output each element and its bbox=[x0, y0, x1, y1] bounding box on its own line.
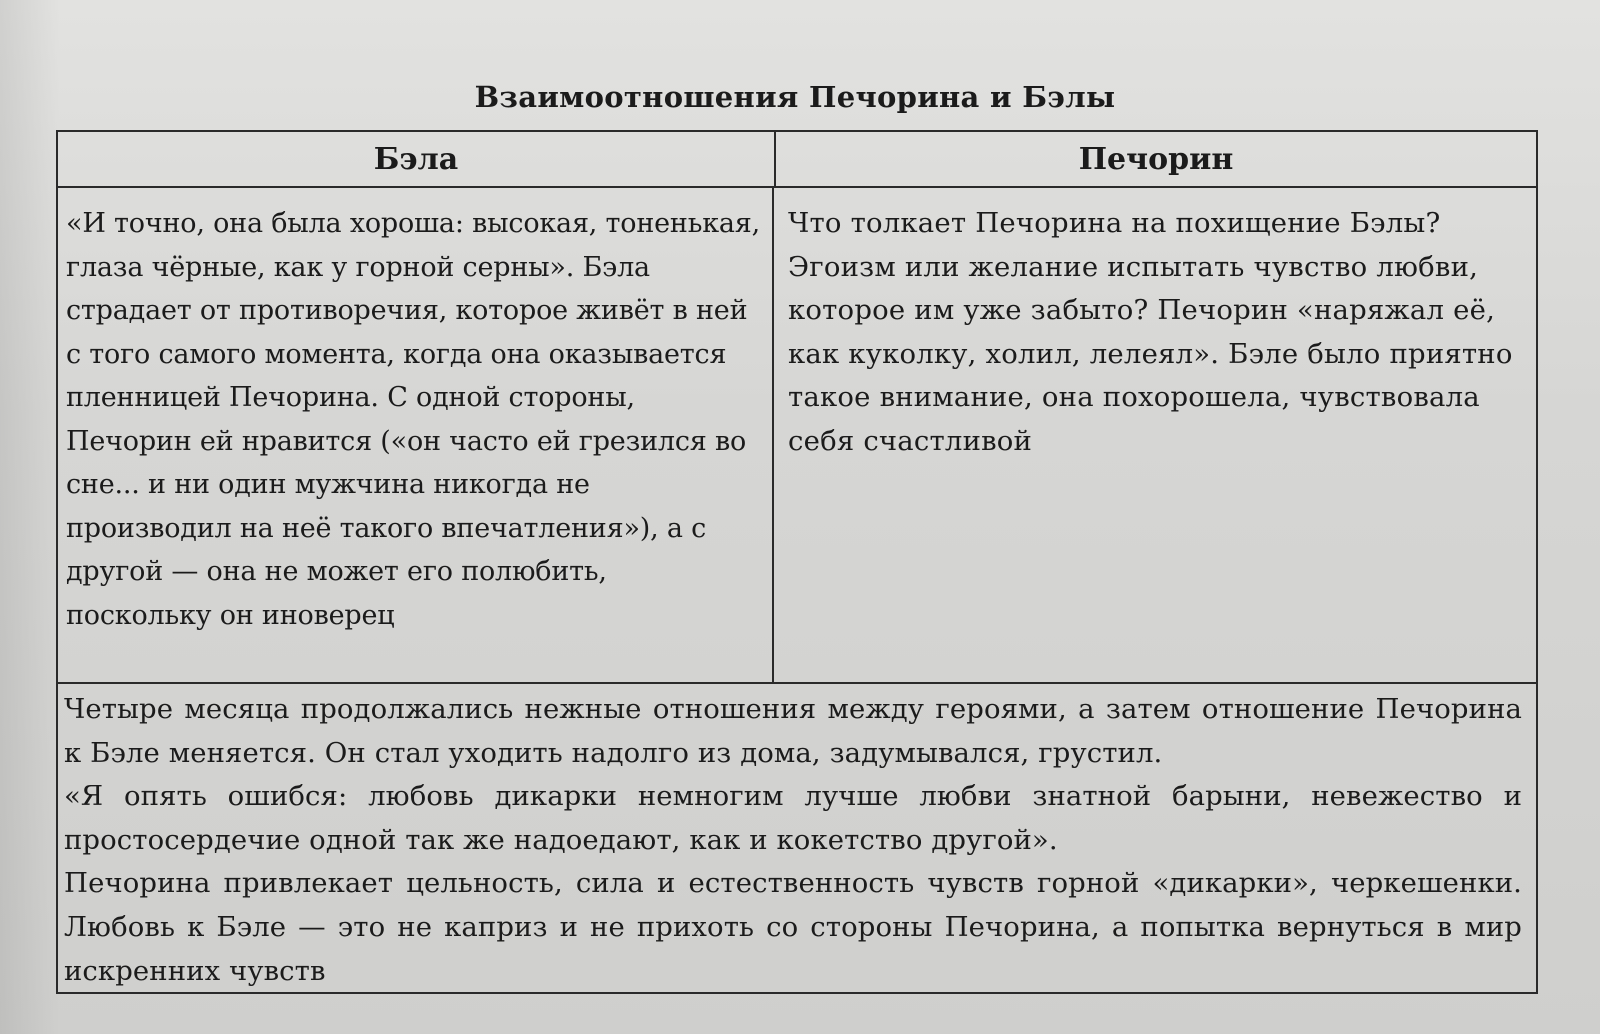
pechorin-description: Что толкает Печорина на похищение Бэлы? Эгоизм или желание испытать чувство любви, которое им уже забыто? Печорин «наряжал её, как куколку, холил, лелеял». Бэле было приятно такое внимание, она похорошела, чувствовала себя счастливой bbox=[788, 207, 1513, 457]
page-shadow bbox=[0, 0, 60, 1034]
table-header-row bbox=[58, 132, 1536, 188]
relationship-table bbox=[56, 130, 1538, 994]
summary-quote: «Я опять ошибся: любовь дикарки немногим лучше любви знатной барыни, невежество и простосердечие одной так же надоедают, как и кокетство другой». bbox=[64, 780, 1522, 856]
column-header-bela: Бэла bbox=[58, 132, 776, 186]
table-title: Взаимоотношения Печорина и Бэлы bbox=[474, 80, 1116, 114]
table-body-row bbox=[58, 188, 1536, 684]
bela-description: «И точно, она была хороша: высокая, тоненькая, глаза чёрные, как у горной серны». Бэла страдает от противоречия, которое живёт в ней с того самого момента, когда она оказывается пленницей Печорина. С одной стороны, Печорин ей нравится («он часто ей грезился во сне... и ни один мужчина никогда не производил на неё такого впечатления»), а с другой — она не может его полюбить, поскольку он иноверец bbox=[58, 188, 774, 682]
summary-paragraph-1: Четыре месяца продолжались нежные отношения между героями, а затем отношение Печорина к Бэле меняется. Он стал уходить надолго из дома, задумывался, грустил. bbox=[64, 693, 1522, 769]
summary-paragraph-2: Печорина привлекает цельность, сила и естественность чувств горной «дикарки», черкешенки. Любовь к Бэле — это не каприз и не прихоть со стороны Печорина, а попытка вернуться в мир искренних чувств bbox=[64, 867, 1522, 987]
column-header-pechorin: Печорин bbox=[1078, 141, 1234, 177]
summary-row bbox=[58, 684, 1536, 994]
